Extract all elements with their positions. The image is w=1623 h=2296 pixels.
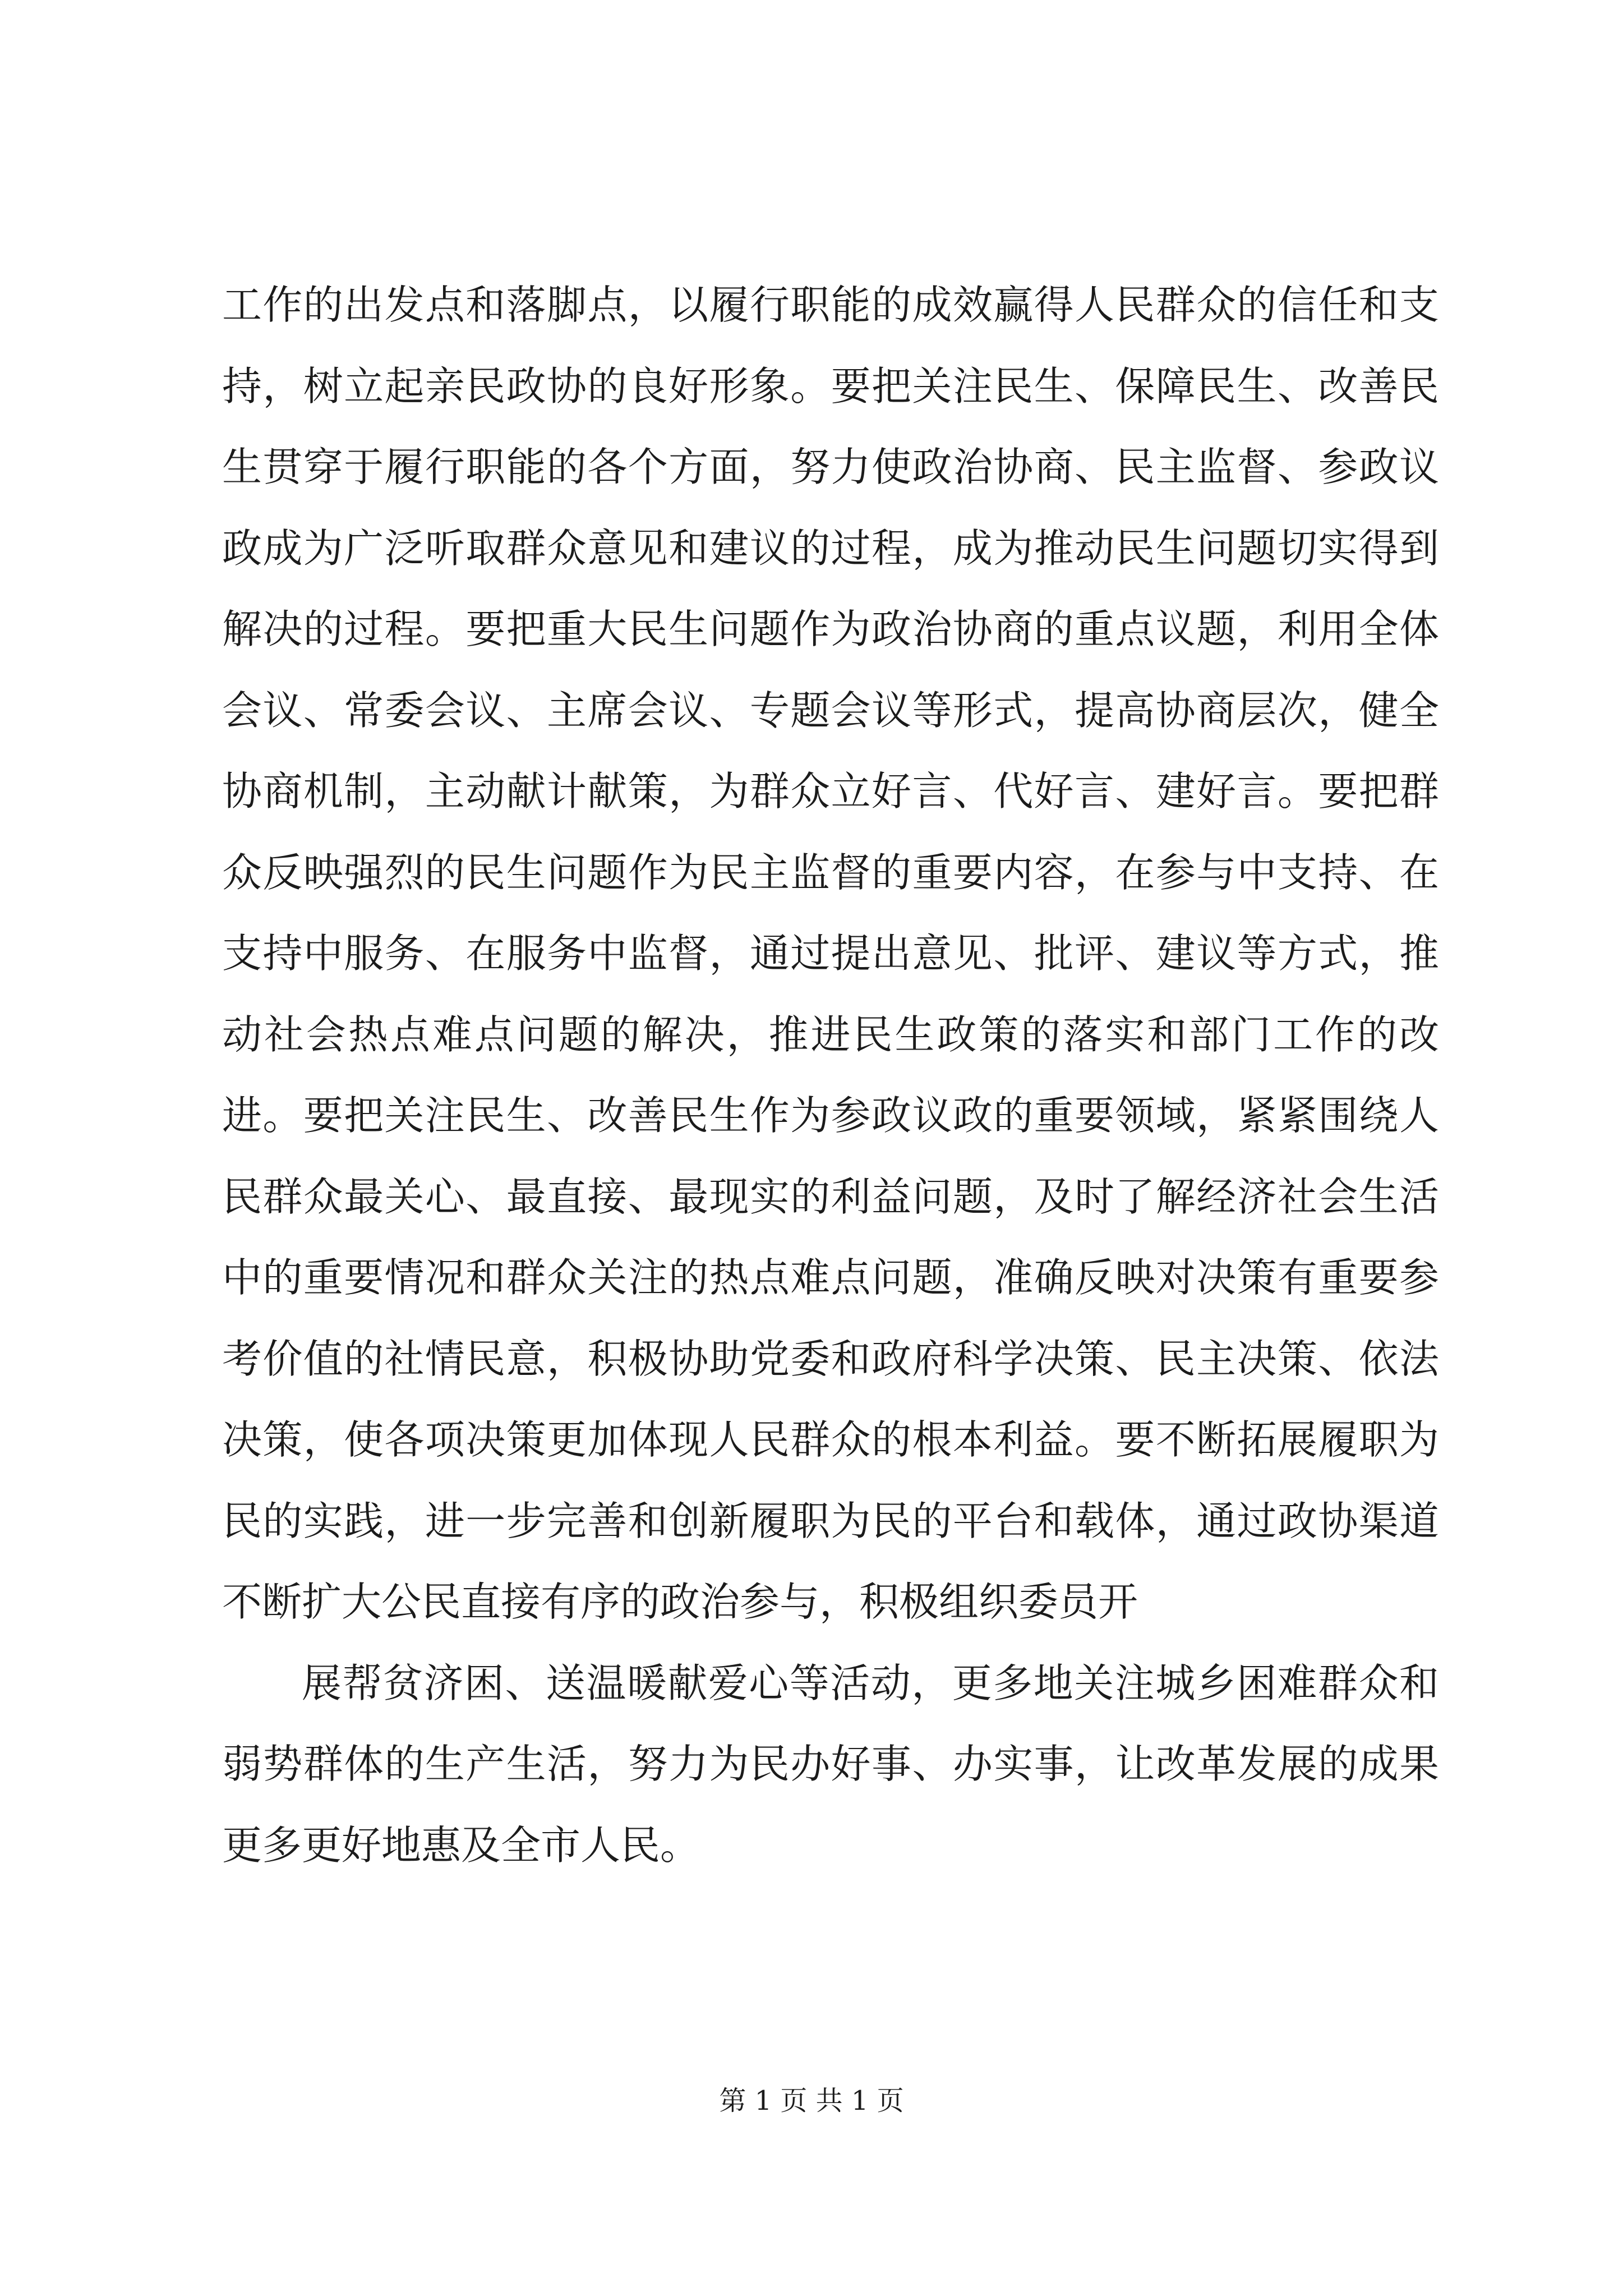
body-paragraph: 展帮贫济困、送温暖献爱心等活动，更多地关注城乡困难群众和弱势群体的生产生活，努力为民办好事、办实事，让改革发展的成果更多更好地惠及全市人民。 — [222, 1659, 1439, 1869]
body-paragraph: 工作的出发点和落脚点，以履行职能的成效赢得人民群众的信任和支持，树立起亲民政协的良好形象。要把关注民生、保障民生、改善民生贯穿于履行职能的各个方面，努力使政治协商、民主监督、参政议政成为广泛听取群众意见和建议的过程，成为推动民生问题切实得到解决的过程。要把重大民生问题作为政治协商的重点议题，利用全体会议、常委会议、主席会议、专题会议等形式，提高协商层次，健全协商机制，主动献计献策，为群众立好言、代好言、建好言。要把群众反映强烈的民生问题作为民主监督的重要内容，在参与中支持、在支持中服务、在服务中监督，通过提出意见、批评、建议等方式，推动社会热点难点问题的解决，推进民生政策的落实和部门工作的改进。要把关注民生、改善民生作为参政议政的重要领域，紧紧围绕人民群众最关心、最直接、最现实的利益问题，及时了解经济社会生活中的重要情况和群众关注的热点难点问题，准确反映对决策有重要参考价值的社情民意，积极协助党委和政府科学决策、民主决策、依法决策，使各项决策更加体现人民群众的根本利益。要不断拓展履职为民的实践，进一步完善和创新履职为民的平台和载体，通过政协渠道不断扩大公民直接有序的政治参与，积极组织委员开 — [222, 282, 1439, 1625]
page-number-footer: 第 1 页 共 1 页 — [719, 2085, 904, 2116]
document-body — [222, 265, 1439, 1886]
